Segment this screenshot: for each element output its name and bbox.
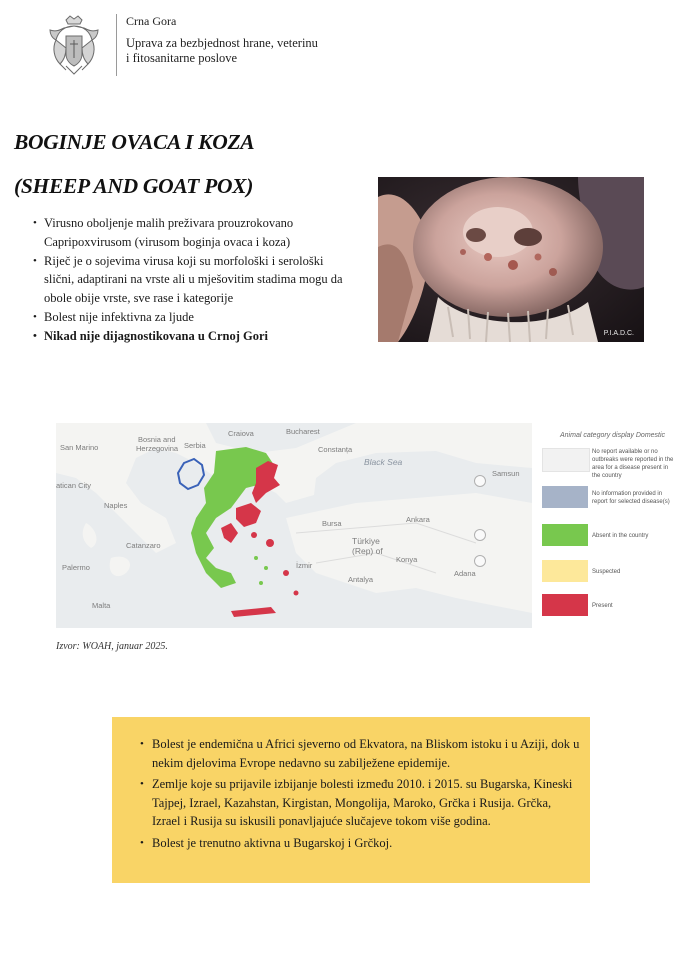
legend-swatch-suspected — [542, 560, 588, 582]
list-item: • Bolest je trenutno aktivna u Bugarskoj i Grčkoj. — [112, 834, 582, 853]
coat-of-arms-icon — [46, 14, 102, 78]
map-label: Konya — [396, 555, 418, 564]
map-label: Black Sea — [364, 457, 403, 467]
map-label: Craiova — [228, 429, 254, 438]
map-label: Malta — [92, 601, 111, 610]
legend-label: Suspected — [592, 569, 621, 575]
sheep-pox-photo — [378, 177, 644, 342]
page-subtitle: (SHEEP AND GOAT POX) — [14, 174, 254, 198]
epidemiology-info-box — [112, 717, 590, 883]
map-label: Samsun — [492, 469, 520, 478]
agency-name-line-1: Uprava za bezbjednost hrane, veterinu — [126, 36, 318, 50]
map-label: Adana — [454, 569, 476, 578]
legend-swatch-no-information — [542, 486, 588, 508]
zoom-in-icon[interactable] — [474, 529, 486, 541]
map-label: Constanța — [318, 445, 353, 454]
list-item: • Bolest je endemična u Africi sjeverno od Ekvatora, na Bliskom istoku i u Aziji, dok u nekim djelovima Evrope nedavno su zabilježene epidemije. — [112, 735, 582, 772]
epidemiology-list — [112, 735, 582, 855]
legend-label: No information provided in report for selected disease(s) — [592, 491, 670, 505]
photo-credit: P.I.A.D.C. — [603, 330, 634, 337]
legend-label: No report available or no outbreaks were reported in the area for a disease present in the country — [592, 449, 674, 479]
zoom-out-icon[interactable] — [474, 555, 486, 567]
map-label: Herzegovina — [136, 444, 179, 453]
list-item: • Zemlje koje su prijavile izbijanje bolesti između 2010. i 2015. su Bugarska, Kineski Tajpej, Izrael, Kazahstan, Kirgistan, Mongolija, Maroko, Grčka i Rusija. Grčka, Izrael i Rusija su iskusili ponavljajuće slučajeve tokom više godina. — [112, 775, 582, 831]
list-item: • Virusno oboljenje malih preživara prouzrokovano Capripoxvirusom (virusom boginja ovaca i koza) — [14, 214, 344, 251]
map-label: Türkiye — [352, 536, 380, 546]
legend-swatch-no-report — [542, 448, 590, 472]
map-label: Ankara — [406, 515, 430, 524]
legend-title: Animal category display Domestic — [560, 432, 666, 439]
map-label: Bucharest — [286, 427, 320, 436]
page-title: BOGINJE OVACA I KOZA — [14, 130, 255, 154]
map-label: San Marino — [60, 443, 99, 452]
map-label: Serbia — [184, 441, 206, 450]
map-label: (Rep) of — [352, 546, 383, 556]
map-label: Naples — [104, 501, 128, 510]
map-label: Bosnia and — [138, 435, 176, 444]
legend-label: Present — [592, 603, 613, 609]
map-legend — [540, 428, 675, 620]
legend-swatch-present — [542, 594, 588, 616]
map-source: Izvor: WOAH, januar 2025. — [56, 641, 168, 652]
disease-facts-list — [14, 214, 344, 346]
map-label: Antalya — [348, 575, 374, 584]
list-item: • Riječ je o sojevima virusa koji su morfološki i serološki slični, adaptirani na vrste ali u mješovitim stadima mogu da obole obije vrste, sve rase i kategorije — [14, 252, 344, 308]
agency-name-line-2: i fitosanitarne poslove — [126, 51, 238, 65]
map-label: Bursa — [322, 519, 342, 528]
map-label: atican City — [56, 481, 92, 490]
legend-swatch-absent — [542, 524, 588, 546]
list-item: • Bolest nije infektivna za ljude — [14, 308, 344, 327]
map-label: Palermo — [62, 563, 90, 572]
map-home-button[interactable] — [474, 475, 486, 487]
map-label: Catanzaro — [126, 541, 161, 550]
map-label: İzmir — [296, 561, 313, 570]
list-item: • Nikad nije dijagnostikovana u Crnoj Gori — [14, 327, 344, 346]
header-divider — [116, 14, 117, 76]
legend-label: Absent in the country — [592, 533, 649, 539]
country-name: Crna Gora — [126, 14, 177, 28]
outbreak-map — [56, 423, 532, 628]
